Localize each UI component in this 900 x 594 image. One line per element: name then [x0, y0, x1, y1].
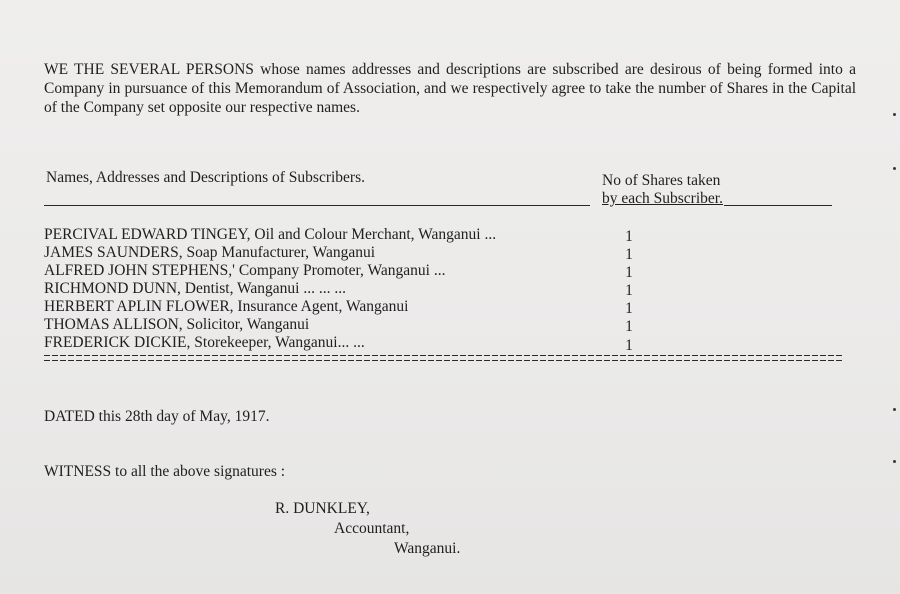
- subscriber-row-4: RICHMOND DUNN, Dentist, Wanganui ... ... ...: [44, 280, 346, 297]
- header-rule-left: [44, 205, 590, 206]
- witness-place: Wanganui.: [394, 540, 461, 557]
- witness-name: R. DUNKLEY,: [275, 500, 370, 517]
- subscriber-row-7: FREDERICK DICKIE, Storekeeper, Wanganui... ...: [44, 334, 365, 351]
- header-rule-right: [724, 205, 832, 206]
- dated-line: DATED this 28th day of May, 1917.: [44, 408, 270, 425]
- double-dashed-rule: [44, 355, 842, 362]
- subscriber-row-2: JAMES SAUNDERS, Soap Manufacturer, Wanganui: [44, 244, 376, 261]
- subscriber-row-1: PERCIVAL EDWARD TINGEY, Oil and Colour Merchant, Wanganui ...: [44, 226, 497, 243]
- shares-row-6: 1: [625, 318, 633, 335]
- subscriber-row-5: HERBERT APLIN FLOWER, Insurance Agent, Wanganui: [44, 298, 409, 315]
- shares-row-7: 1: [625, 337, 633, 354]
- table-header-subscribers: Names, Addresses and Descriptions of Subscribers.: [46, 169, 365, 186]
- intro-paragraph: WE THE SEVERAL PERSONS whose names addresses and descriptions are subscribed are desirous of being formed into a Company in pursuance of this Memorandum of Association, and we respectively agree to take the number of Shares in the Capital of the Company set opposite our respective names.: [44, 61, 856, 116]
- table-header-shares-line1: No of Shares taken: [602, 172, 721, 189]
- shares-row-3: 1: [625, 264, 633, 281]
- shares-row-5: 1: [625, 300, 633, 317]
- margin-dot-1: [893, 113, 896, 116]
- subscriber-row-6: THOMAS ALLISON, Solicitor, Wanganui: [44, 316, 310, 333]
- margin-dot-2: [893, 167, 896, 170]
- shares-row-4: 1: [625, 282, 633, 299]
- shares-row-2: 1: [625, 246, 633, 263]
- shares-row-1: 1: [625, 228, 633, 245]
- table-header-shares-line2: by each Subscriber.: [602, 190, 723, 207]
- margin-dot-4: [893, 460, 896, 463]
- subscriber-row-3: ALFRED JOHN STEPHENS,' Company Promoter, Wanganui ...: [44, 262, 446, 279]
- margin-dot-3: [893, 408, 896, 411]
- witness-label: WITNESS to all the above signatures :: [44, 463, 286, 480]
- witness-title: Accountant,: [334, 520, 410, 537]
